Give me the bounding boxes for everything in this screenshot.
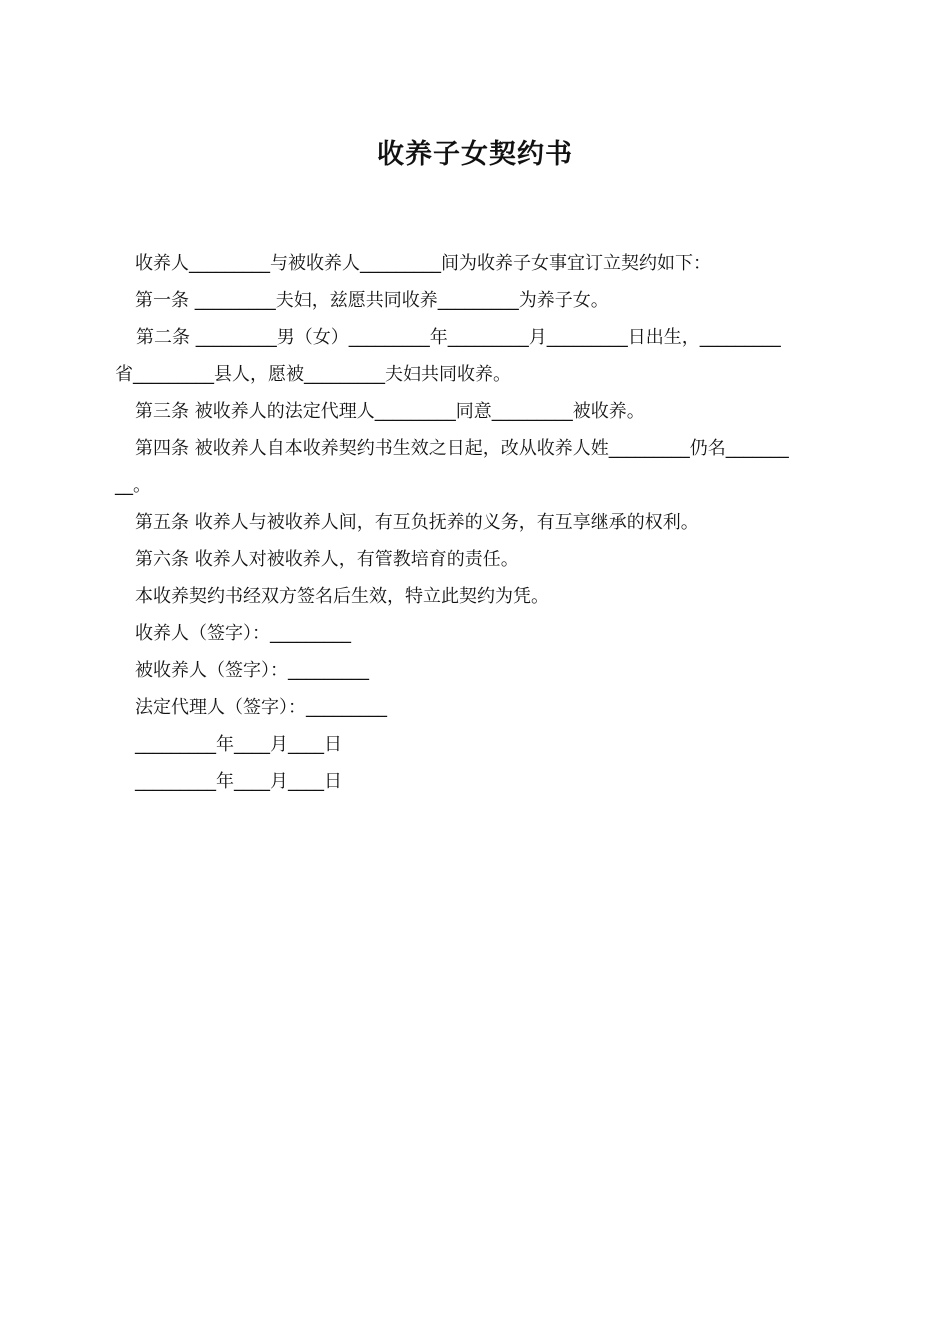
document-body [115,245,840,800]
preamble-line: 收养人_________与被收养人_________间为收养子女事宜订立契约如下： [135,253,711,274]
article-4-line-1: 第四条 被收养人自本收养契约书生效之日起，改从收养人姓_________仍名_______ [135,438,789,459]
article-5-line: 第五条 收养人与被收养人间，有互负抚养的义务，有互享继承的权利。 [135,512,699,533]
article-2-line-2: 省_________县人，愿被_________夫妇共同收养。 [115,364,511,385]
adoptee-signature-line: 被收养人（签字）：_________ [135,660,369,681]
document-title: 收养子女契约书 [377,139,573,170]
date-line: _________年____月____日 [135,734,342,755]
article-3-line: 第三条 被收养人的法定代理人_________同意_________被收养。 [135,401,645,422]
article-1-line: 第一条 _________夫妇，兹愿共同收养_________为养子女。 [135,290,609,311]
date-line: _________年____月____日 [135,771,342,792]
article-2-line-1: 第二条 _________男（女）_________年_________月_________日出生，_________ [136,327,781,348]
effectiveness-line: 本收养契约书经双方签名后生效，特立此契约为凭。 [135,586,549,607]
adopter-signature-line: 收养人（签字）：_________ [135,623,351,644]
article-4-line-2: __。 [115,475,151,496]
legal-representative-signature-line: 法定代理人（签字）：_________ [135,697,387,718]
article-6-line: 第六条 收养人对被收养人，有管教培育的责任。 [135,549,519,570]
